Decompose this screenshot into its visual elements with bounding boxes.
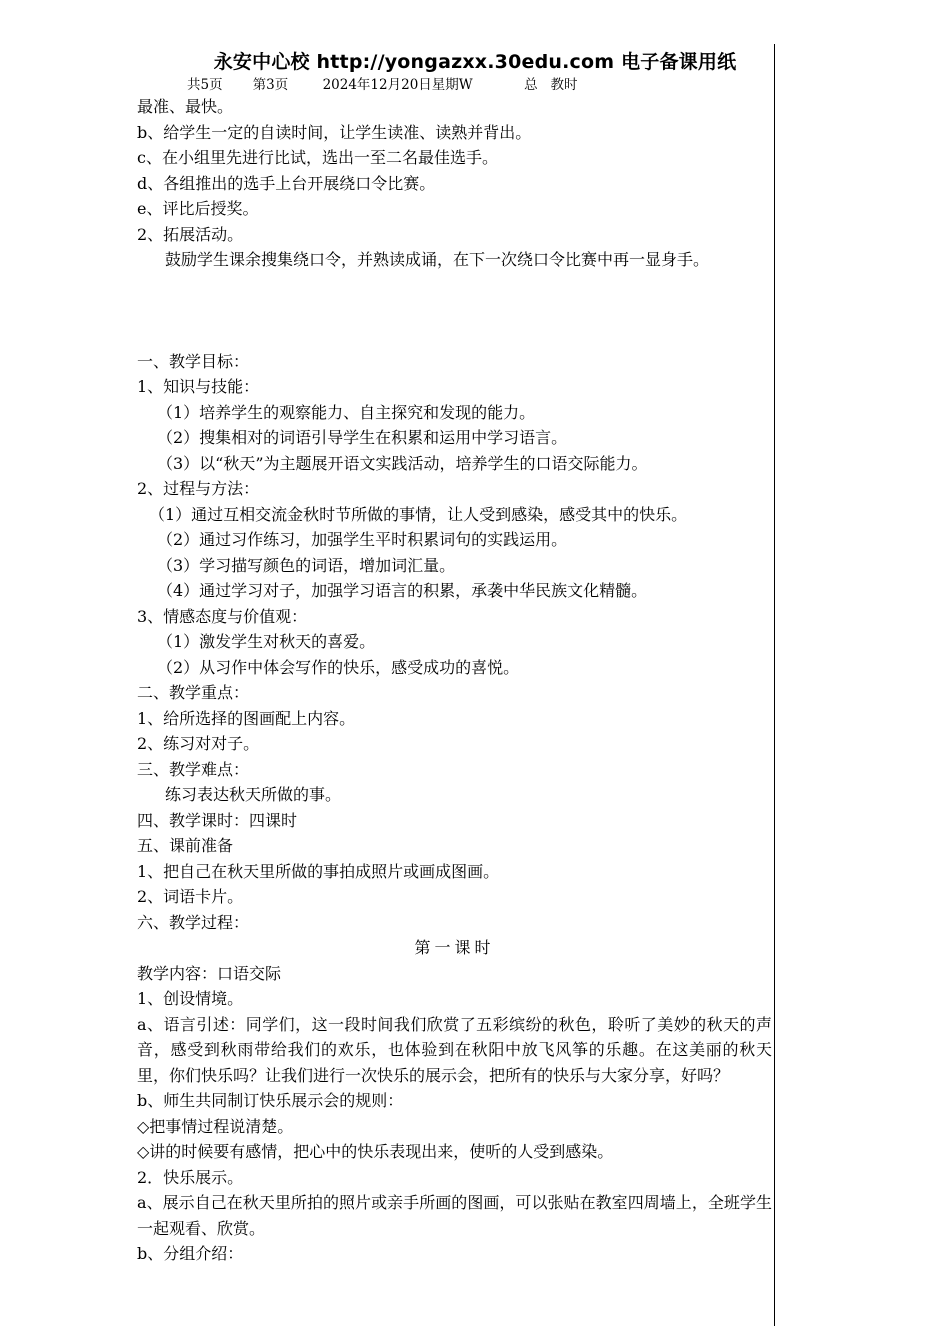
list-item: （2）通过习作练习，加强学生平时积累词句的实践运用。 [157, 530, 568, 549]
text-line: 最准、最快。 [137, 97, 234, 116]
list-item: （1）通过互相交流金秋时节所做的事情，让人受到感染，感受其中的快乐。 [149, 504, 688, 524]
lesson-title: 第一课时 [414, 938, 495, 957]
rule-item: ◇讲的时候要有感情，把心中的快乐表现出来，使听的人受到感染。 [137, 1142, 614, 1161]
document-body [137, 94, 772, 1267]
date: 2024年12月20日星期W [322, 77, 473, 93]
total-pages: 共5页 [187, 77, 223, 93]
subheading: 1、知识与技能： [137, 377, 260, 396]
list-item: （1）激发学生对秋天的喜爱。 [157, 632, 376, 651]
text-line: 2．快乐展示。 [137, 1167, 244, 1187]
list-item: （2）搜集相对的词语引导学生在积累和运用中学习语言。 [157, 428, 568, 447]
subheading: 3、情感态度与价值观： [137, 606, 308, 626]
subheading: 2、过程与方法： [137, 479, 260, 498]
text-line: d、各组推出的选手上台开展绕口令比赛。 [137, 173, 436, 193]
list-item: （4）通过学习对子，加强学习语言的积累，承袭中华民族文化精髓。 [157, 581, 648, 600]
text-line: 教学内容：口语交际 [137, 963, 282, 983]
total-label: 总 [524, 77, 538, 93]
list-item: 1、给所选择的图画配上内容。 [137, 708, 356, 728]
list-item: （2）从习作中体会写作的快乐，感受成功的喜悦。 [157, 657, 520, 677]
text-line: c、在小组里先进行比试，选出一至二名最佳选手。 [137, 148, 498, 167]
text-line: b、分组介绍： [137, 1244, 244, 1263]
list-item: 2、词语卡片。 [137, 887, 244, 906]
section-heading: 二、教学重点： [137, 683, 250, 702]
list-item: （3）学习描写颜色的词语，增加词汇量。 [157, 555, 456, 575]
paragraph: 鼓励学生课余搜集绕口令，并熟读成诵，在下一次绕口令比赛中再一显身手。 [165, 250, 710, 269]
list-item: 练习表达秋天所做的事。 [165, 785, 342, 804]
spacer [137, 273, 772, 349]
text-line: e、评比后授奖。 [137, 199, 259, 218]
section-heading: 五、课前准备 [137, 836, 234, 855]
section-heading: 六、教学过程： [137, 912, 250, 932]
current-page: 第3页 [252, 77, 289, 93]
paragraph: a、展示自己在秋天里所拍的照片或亲手所画的图画，可以张贴在教室四周墙上，全班学生一起观看、欣赏。 [137, 1193, 772, 1238]
page-header-meta [187, 73, 578, 93]
section-heading: 四、教学课时：四课时 [137, 810, 298, 830]
paragraph: a、语言引述：同学们，这一段时间我们欣赏了五彩缤纷的秋色，聆听了美妙的秋天的声音，感受到秋雨带给我们的欢乐，也体验到在秋阳中放飞风筝的乐趣。在这美丽的秋天里，你们快乐吗？让我们进行一次快乐的展示会，把所有的快乐与大家分享，好吗？ [137, 1014, 772, 1085]
text-line: 1、创设情境。 [137, 989, 244, 1008]
text-line: b、师生共同制订快乐展示会的规则： [137, 1091, 404, 1110]
lesson-hours-label: 教时 [550, 77, 578, 93]
page-header-title: 永安中心校 http://yongazxx.30edu.com 电子备课用纸 [213, 51, 737, 73]
section-heading: 一、教学目标： [137, 351, 250, 371]
list-item: 1、把自己在秋天里所做的事拍成照片或画成图画。 [137, 861, 500, 881]
list-item: 2、练习对对子。 [137, 734, 260, 753]
list-item: （3）以“秋天”为主题展开语文实践活动，培养学生的口语交际能力。 [157, 453, 648, 473]
section-heading: 三、教学难点： [137, 759, 250, 779]
list-item: （1）培养学生的观察能力、自主探究和发现的能力。 [157, 402, 536, 422]
rule-item: ◇把事情过程说清楚。 [137, 1116, 294, 1136]
text-line: 2、拓展活动。 [137, 224, 244, 244]
text-line: b、给学生一定的自读时间，让学生读准、读熟并背出。 [137, 122, 532, 142]
right-margin-rule [774, 44, 775, 1326]
